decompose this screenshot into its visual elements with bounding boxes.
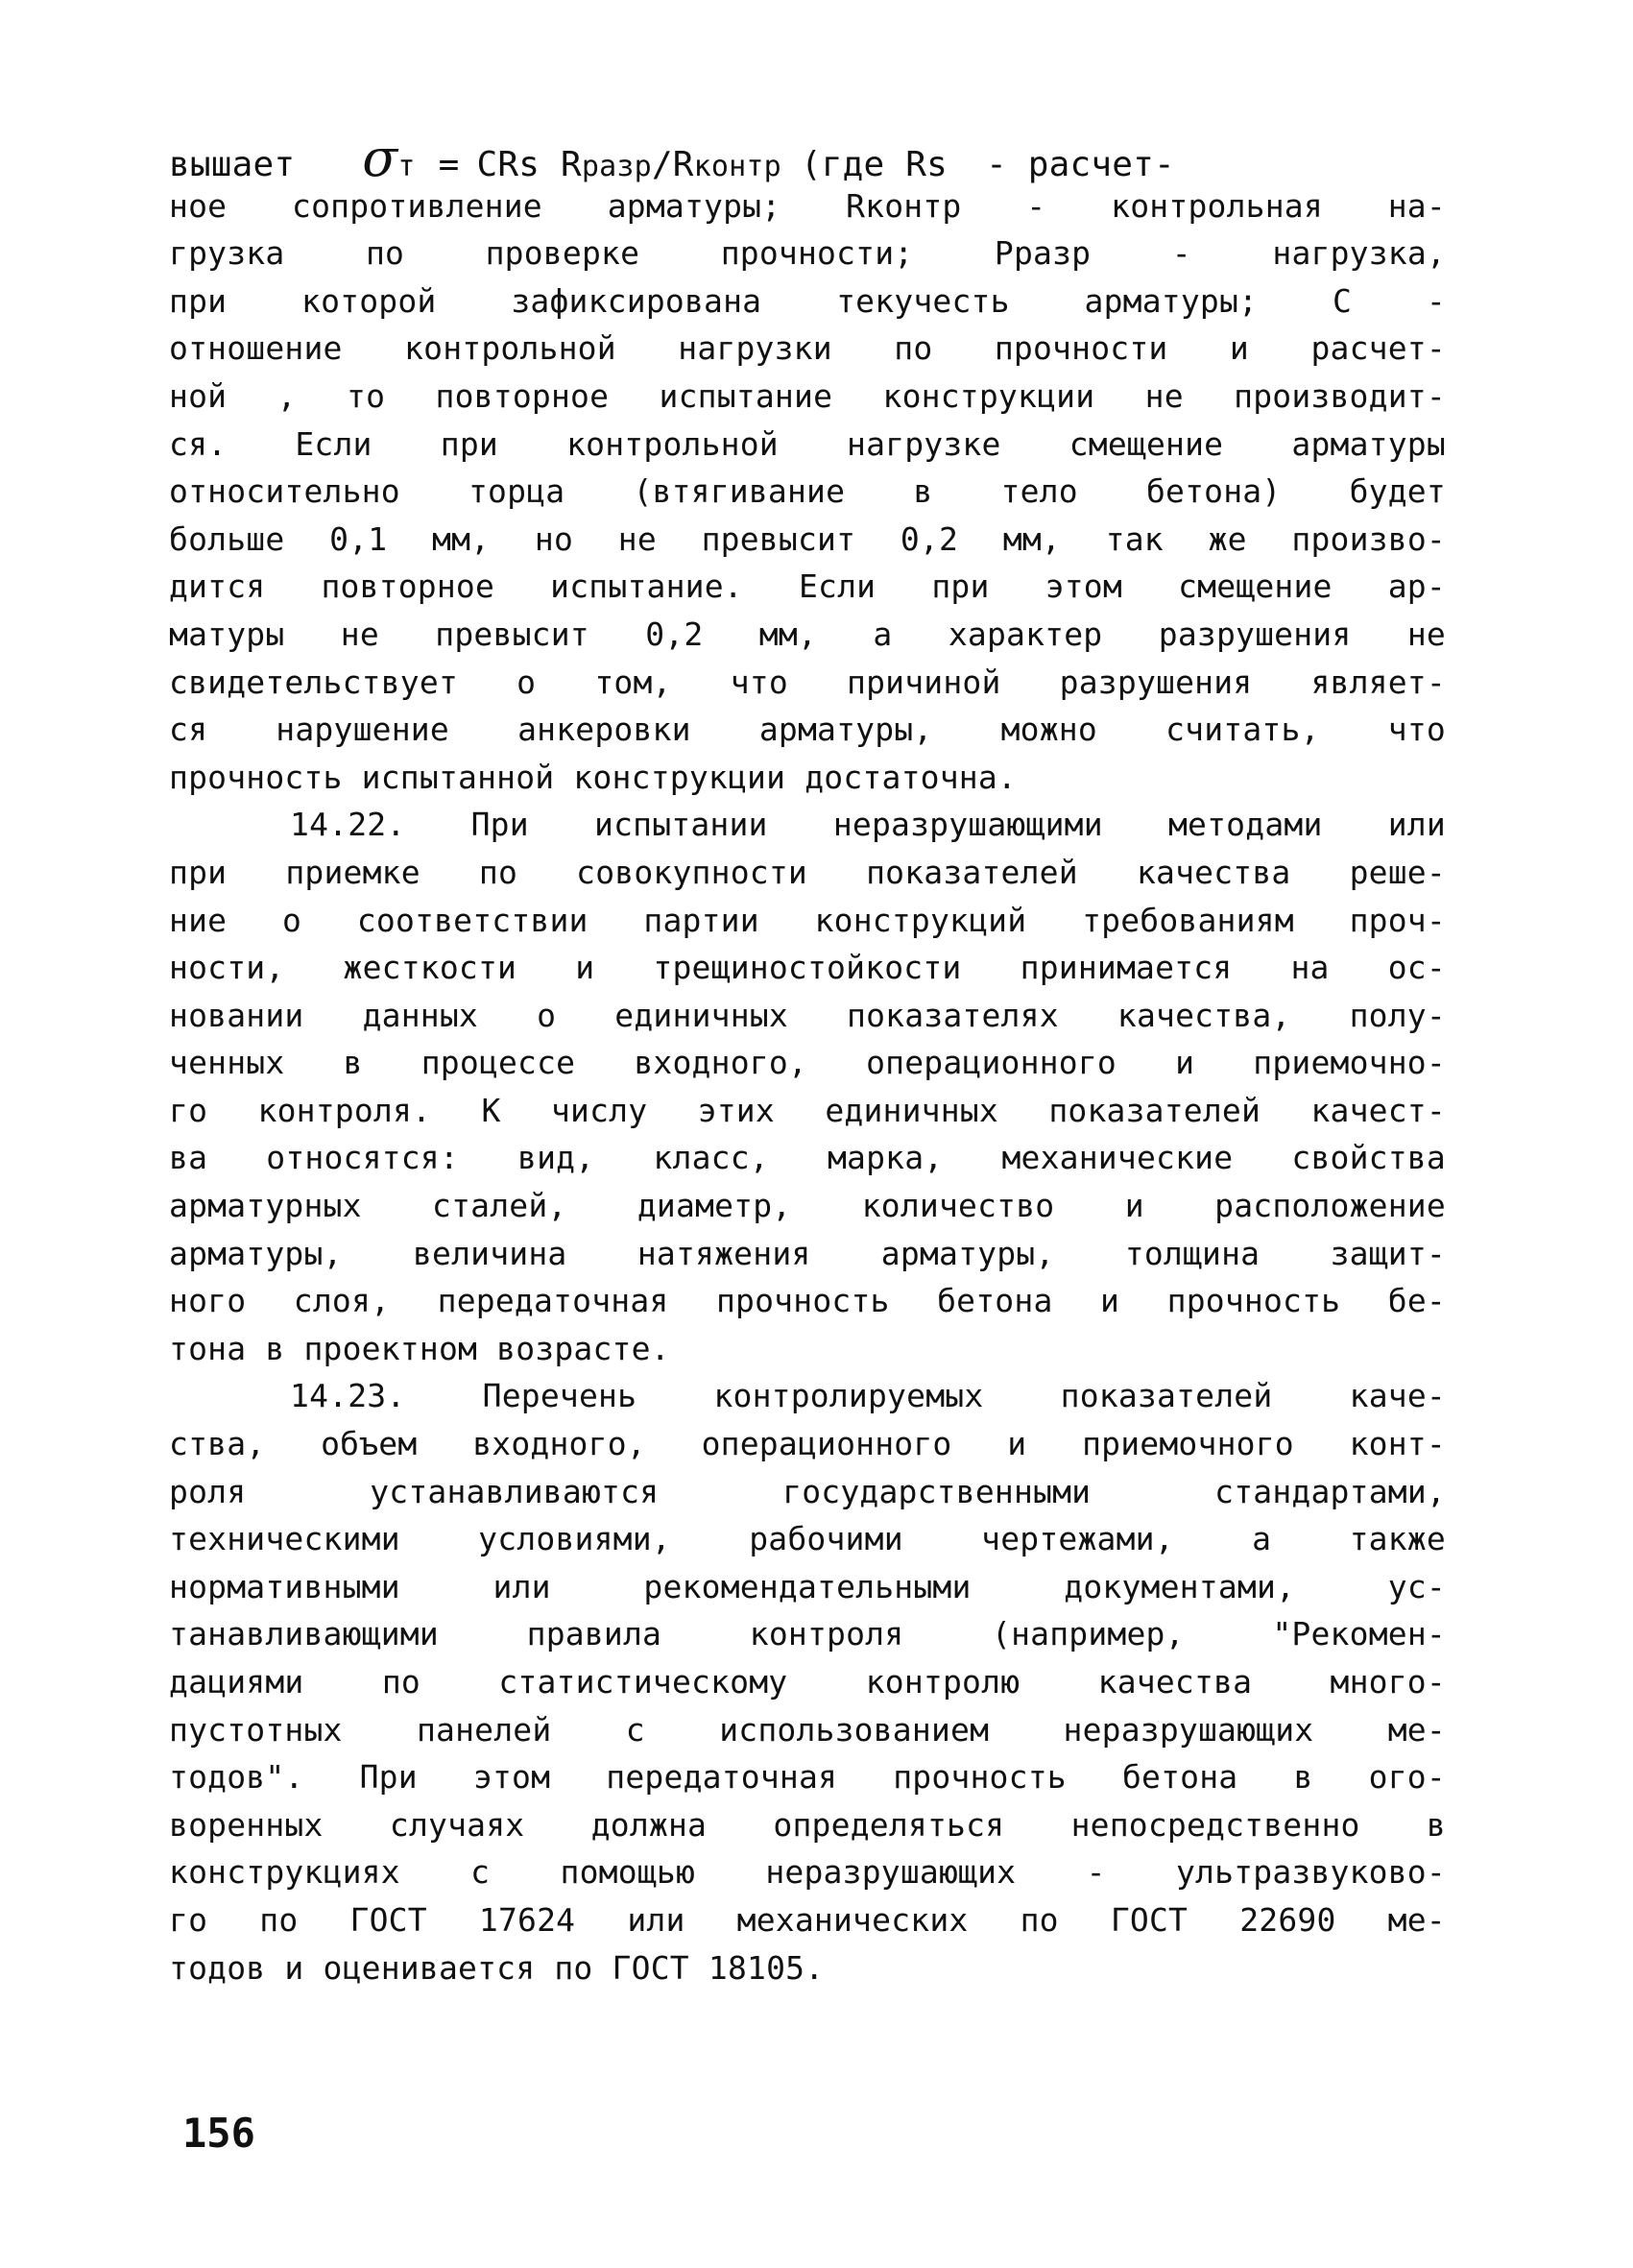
text-line: танавливающими правила контроля (например, "Рекомен- bbox=[169, 1615, 1446, 1653]
text-line: техническими условиями, рабочими чертежами, а также bbox=[169, 1520, 1446, 1558]
text-line: прочность испытанной конструкции достаточна. bbox=[169, 758, 1017, 796]
text-line: больше 0,1 мм, но не превысит 0,2 мм, так же произво- bbox=[169, 519, 1446, 558]
text-line: ное сопротивление арматуры; Rконтр - контрольная на- bbox=[169, 186, 1446, 225]
text-line: при которой зафиксирована текучесть арматуры; C - bbox=[169, 281, 1446, 320]
text-line: новании данных о единичных показателях качества, полу- bbox=[169, 996, 1446, 1034]
text-line: конструкциях с помощью неразрушающих - ультразвуково- bbox=[169, 1853, 1446, 1892]
formula-tail: (где Rs bbox=[800, 145, 949, 184]
text-line: относительно торца (втягивание в тело бетона) будет bbox=[169, 472, 1446, 511]
page-number: 156 bbox=[182, 2110, 255, 2157]
text-line: ся. Если при контрольной нагрузке смещение арматуры bbox=[169, 424, 1446, 463]
text-line: го контроля. К числу этих единичных показателей качест- bbox=[169, 1091, 1446, 1129]
text-line: арматуры, величина натяжения арматуры, толщина защит- bbox=[169, 1234, 1446, 1272]
text-line: 14.22. При испытании неразрушающими методами или bbox=[290, 806, 1446, 844]
text-line: дациями по статистическому контролю качества много- bbox=[169, 1663, 1446, 1701]
formula-rhs: CRs R bbox=[476, 145, 582, 184]
formula-slash: /R bbox=[651, 145, 694, 184]
text-line: го по ГОСТ 17624 или механических по ГОСТ 22690 ме- bbox=[169, 1900, 1446, 1939]
text-line: дится повторное испытание. Если при этом смещение ар- bbox=[169, 567, 1446, 606]
sigma-symbol: σ bbox=[362, 128, 398, 188]
formula-tail-end: - расчет- bbox=[986, 145, 1175, 184]
text-line: ние о соответствии партии конструкций требованиям проч- bbox=[169, 901, 1446, 939]
text-line: ного слоя, передаточная прочность бетона и прочность бе- bbox=[169, 1282, 1446, 1320]
text-line: ся нарушение анкеровки арматуры, можно считать, что bbox=[169, 711, 1446, 749]
text-line: при приемке по совокупности показателей качества реше- bbox=[169, 853, 1446, 891]
text-line: пустотных панелей с использованием неразрушающих ме- bbox=[169, 1710, 1446, 1749]
text-line: ной , то повторное испытание конструкции не производит- bbox=[169, 376, 1446, 415]
text-line: тодов и оценивается по ГОСТ 18105. bbox=[169, 1948, 825, 1987]
text-line: роля устанавливаются государственными стандартами, bbox=[169, 1472, 1446, 1510]
formula-lead: вышает bbox=[169, 145, 296, 184]
body-text bbox=[169, 128, 1446, 1991]
text-line: свидетельствует о том, что причиной разрушения являет- bbox=[169, 663, 1446, 701]
text-line: 14.23. Перечень контролируемых показателей каче- bbox=[290, 1377, 1446, 1415]
text-line: ва относятся: вид, класс, марка, механические свойства bbox=[169, 1139, 1446, 1177]
text-line: ченных в процессе входного, операционного и приемочно- bbox=[169, 1044, 1446, 1082]
formula-equals: = bbox=[438, 145, 460, 184]
text-line: ства, объем входного, операционного и приемочного конт- bbox=[169, 1425, 1446, 1463]
text-line: тона в проектном возрасте. bbox=[169, 1329, 670, 1367]
text-line: воренных случаях должна определяться непосредственно в bbox=[169, 1805, 1446, 1844]
text-line: арматурных сталей, диаметр, количество и расположение bbox=[169, 1187, 1446, 1225]
text-line: матуры не превысит 0,2 мм, а характер разрушения не bbox=[169, 615, 1446, 653]
text-line: тодов". При этом передаточная прочность бетона в ого- bbox=[169, 1758, 1446, 1797]
text-line: ности, жесткости и трещиностойкости принимается на ос- bbox=[169, 949, 1446, 987]
text-line: отношение контрольной нагрузки по прочности и расчет- bbox=[169, 329, 1446, 368]
text-lines bbox=[169, 182, 1446, 1992]
text-line: грузка по проверке прочности; Pразр - нагрузка, bbox=[169, 234, 1446, 273]
text-line: нормативными или рекомендательными документами, ус- bbox=[169, 1567, 1446, 1605]
formula-line: вышает σ т = CRs R разр /R контр (где Rs - расчет- bbox=[169, 128, 1175, 188]
